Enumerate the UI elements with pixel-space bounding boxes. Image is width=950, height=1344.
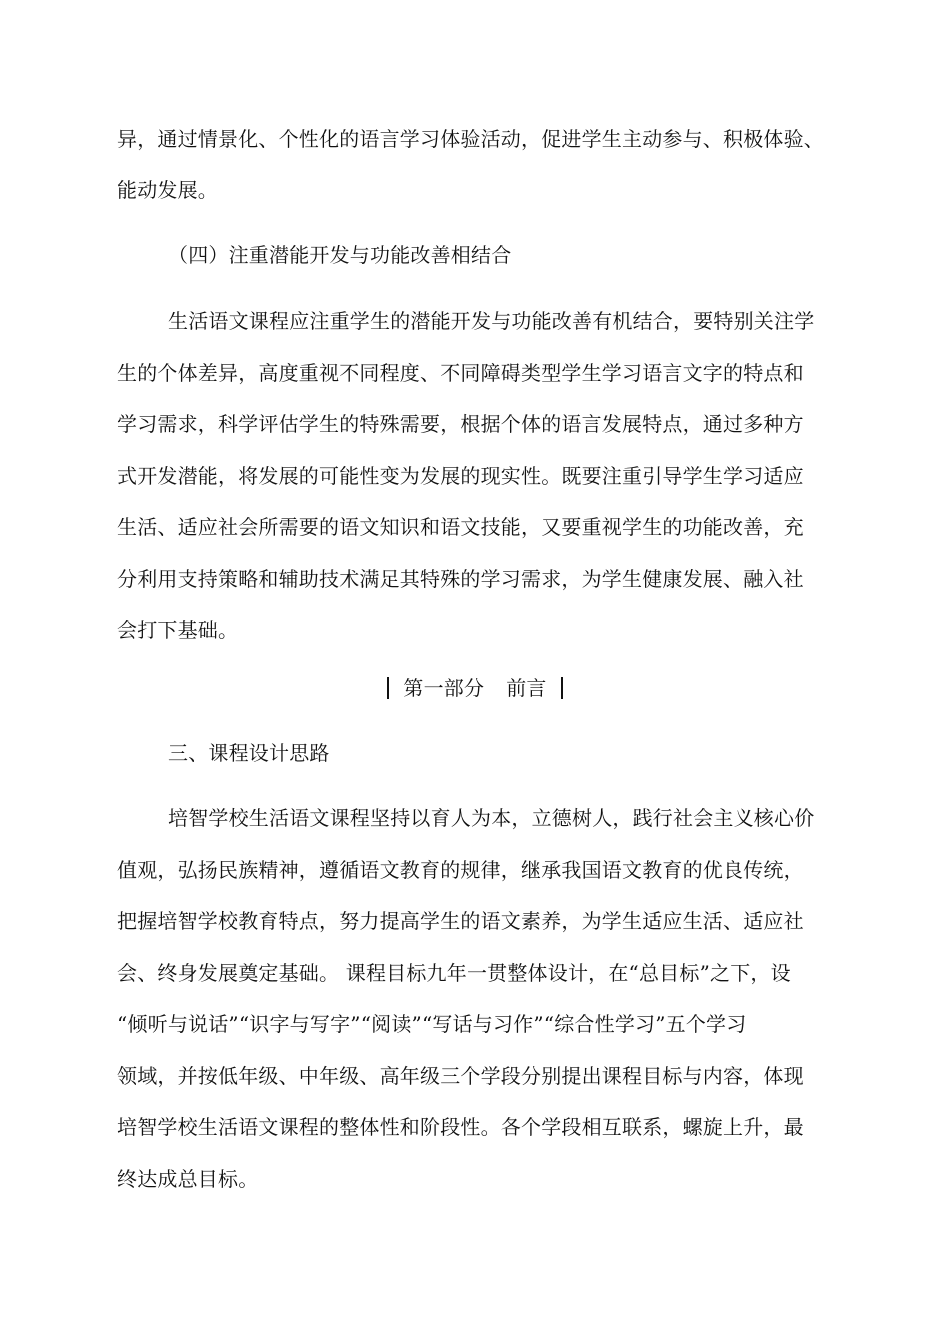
paragraph-line: 会、终身发展奠定基础。 课程目标九年一贯整体设计，在“总目标”之下，设 — [117, 961, 791, 985]
subsection-heading: （四）注重潜能开发与功能改善相结合 — [168, 243, 512, 267]
paragraph-line: 终达成总目标。 — [117, 1167, 259, 1191]
running-header — [0, 676, 950, 700]
paragraph-line: 分利用支持策略和辅助技术满足其特殊的学习需求，为学生健康发展、融入社 — [117, 567, 804, 591]
paragraph-line: 值观，弘扬民族精神，遵循语文教育的规律，继承我国语文教育的优良传统， — [117, 858, 804, 882]
paragraph-line: 学习需求，科学评估学生的特殊需要，根据个体的语言发展特点，通过多种方 — [117, 412, 804, 436]
paragraph-line: 生活、适应社会所需要的语文知识和语文技能，又要重视学生的功能改善，充 — [117, 515, 804, 539]
header-part-label: 第一部分 — [403, 676, 485, 700]
paragraph-line: 培智学校生活语文课程坚持以育人为本，立德树人，践行社会主义核心价 — [168, 806, 815, 830]
paragraph-line: 把握培智学校教育特点，努力提高学生的语文素养，为学生适应生活、适应社 — [117, 909, 804, 933]
paragraph-line: “倾听与说话”“识字与写字”“阅读”“写话与习作”“综合性学习”五个学习 — [117, 1012, 747, 1036]
section-heading: 三、课程设计思路 — [168, 741, 330, 765]
paragraph-line: 会打下基础。 — [117, 618, 239, 642]
header-left-bar — [387, 677, 389, 699]
paragraph-line: 异，通过情景化、个性化的语言学习体验活动，促进学生主动参与、积极体验、 — [117, 127, 824, 151]
header-title: 前言 — [506, 676, 547, 700]
paragraph-line: 生的个体差异，高度重视不同程度、不同障碍类型学生学习语言文字的特点和 — [117, 361, 804, 385]
paragraph-line: 式开发潜能，将发展的可能性变为发展的现实性。既要注重引导学生学习适应 — [117, 464, 804, 488]
header-right-bar — [561, 677, 563, 699]
paragraph-line: 能动发展。 — [117, 178, 218, 202]
paragraph-line: 培智学校生活语文课程的整体性和阶段性。各个学段相互联系，螺旋上升，最 — [117, 1115, 804, 1139]
paragraph-line: 生活语文课程应注重学生的潜能开发与功能改善有机结合，要特别关注学 — [168, 309, 815, 333]
paragraph-line: 领域，并按低年级、中年级、高年级三个学段分别提出课程目标与内容，体现 — [117, 1064, 804, 1088]
